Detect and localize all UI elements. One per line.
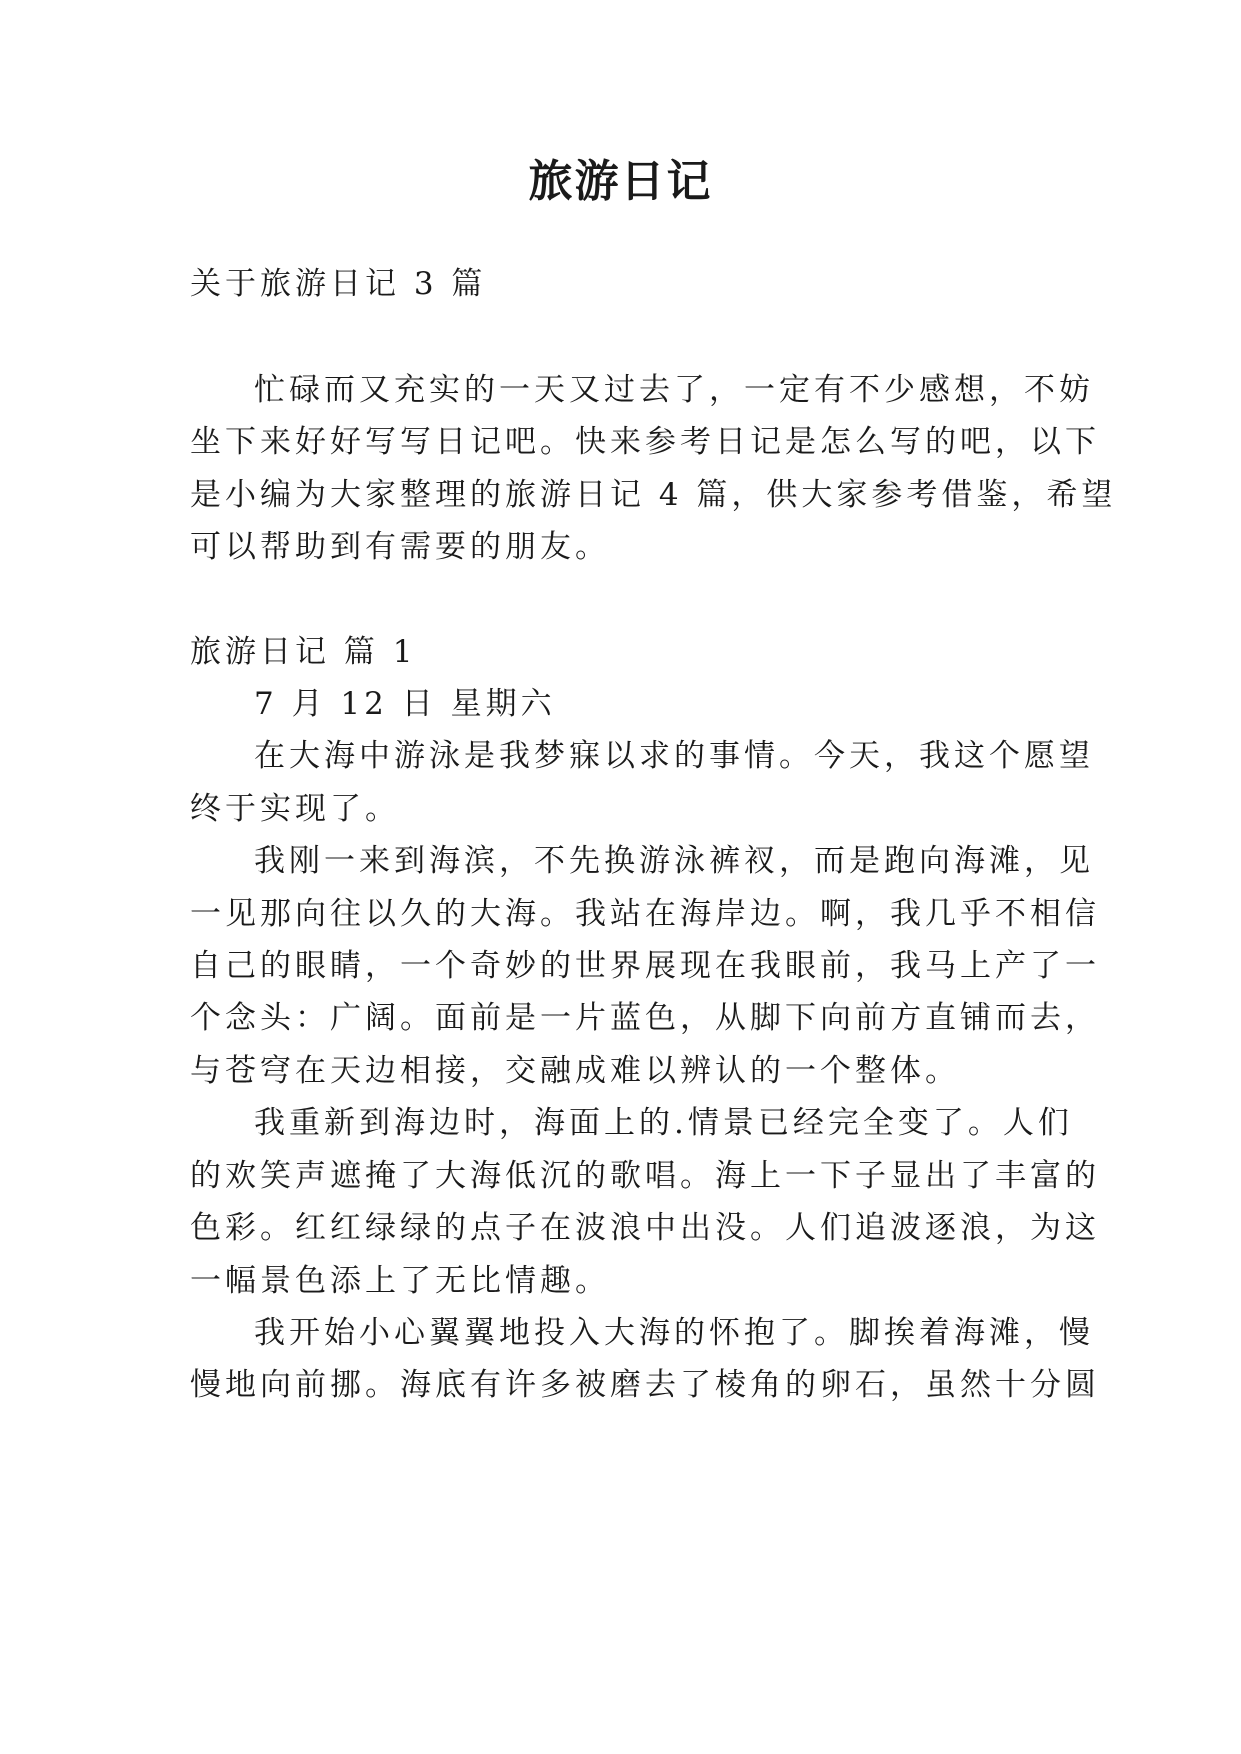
intro-line: 可以帮助到有需要的朋友。: [190, 529, 610, 565]
body-line: 我刚一来到海滨，不先换游泳裤衩，而是跑向海滩，见: [254, 843, 1094, 879]
body-line: 自己的眼睛，一个奇妙的世界展现在我眼前，我马上产了一: [190, 948, 1100, 984]
intro-line: 是小编为大家整理的旅游日记 4 篇，供大家参考借鉴，希望: [190, 477, 1117, 513]
body-line: 我开始小心翼翼地投入大海的怀抱了。脚挨着海滩，慢: [254, 1315, 1094, 1351]
body-line: 我重新到海边时，海面上的.情景已经完全变了。人们: [254, 1105, 1073, 1141]
intro-line: 忙碌而又充实的一天又过去了，一定有不少感想，不妨: [254, 372, 1094, 408]
body-line: 一见那向往以久的大海。我站在海岸边。啊，我几乎不相信: [190, 896, 1100, 932]
body-line: 个念头：广阔。面前是一片蓝色，从脚下向前方直铺而去，: [190, 1000, 1100, 1036]
body-line: 慢地向前挪。海底有许多被磨去了棱角的卵石，虽然十分圆: [190, 1367, 1100, 1403]
subtitle: 关于旅游日记 3 篇: [190, 266, 487, 302]
intro-line: 坐下来好好写写日记吧。快来参考日记是怎么写的吧，以下: [190, 424, 1100, 460]
body-line: 与苍穹在天边相接，交融成难以辨认的一个整体。: [190, 1053, 960, 1089]
document-title: 旅游日记: [528, 156, 713, 207]
date-line: 7 月 12 日 星期六: [254, 686, 556, 722]
body-line: 在大海中游泳是我梦寐以求的事情。今天，我这个愿望: [254, 738, 1094, 774]
body-line: 一幅景色添上了无比情趣。: [190, 1263, 610, 1299]
body-line: 色彩。红红绿绿的点子在波浪中出没。人们追波逐浪，为这: [190, 1210, 1100, 1246]
body-line: 终于实现了。: [190, 791, 400, 827]
section-heading: 旅游日记 篇 1: [190, 634, 417, 670]
body-line: 的欢笑声遮掩了大海低沉的歌唱。海上一下子显出了丰富的: [190, 1158, 1100, 1194]
